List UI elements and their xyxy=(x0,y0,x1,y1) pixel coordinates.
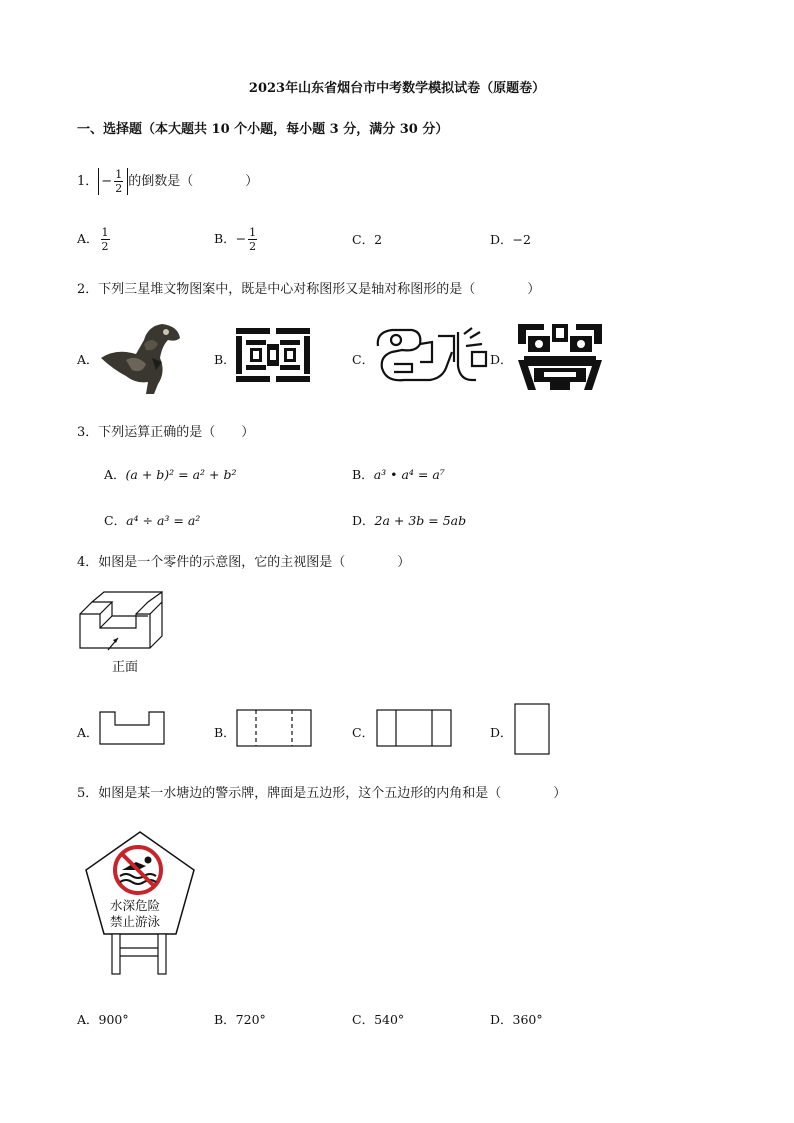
fraction-denominator: 2 xyxy=(101,240,109,253)
q3-option-a[interactable] xyxy=(104,465,237,483)
view-shape-b xyxy=(236,709,312,747)
dragon-pattern-c-image xyxy=(372,322,492,388)
option-expression: a³ • a⁴ = a⁷ xyxy=(373,467,445,482)
q2-option-c-label[interactable]: C． xyxy=(352,352,375,367)
sign-text-line-1: 水深危险 xyxy=(110,898,161,913)
fraction-denominator: 2 xyxy=(249,240,257,253)
q5-option-a[interactable]: A．900° xyxy=(77,1012,129,1027)
fraction-numerator: 1 xyxy=(115,168,123,181)
q4-option-d-label[interactable]: D． xyxy=(490,725,513,740)
view-shape-c xyxy=(376,709,452,747)
symmetric-pattern-b-image xyxy=(234,326,312,384)
option-label: A． xyxy=(104,467,126,482)
option-label: C． xyxy=(104,513,127,528)
q3-option-b[interactable] xyxy=(352,465,445,483)
option-value: −2 xyxy=(512,232,531,247)
q4-option-a-label[interactable]: A． xyxy=(77,725,99,740)
option-label: D． xyxy=(490,232,513,247)
q4-option-b-label[interactable]: B． xyxy=(214,725,236,740)
question-1-number: 1． xyxy=(77,174,99,189)
section-heading: 一、选择题（本大题共 10 个小题，每小题 3 分，满分 30 分） xyxy=(77,122,449,137)
view-shape-d xyxy=(514,703,550,755)
minus-sign: − xyxy=(101,174,113,189)
fraction-numerator: 1 xyxy=(249,226,257,239)
fraction-denominator: 2 xyxy=(115,182,123,195)
option-label: C． xyxy=(352,232,375,247)
front-view-label: 正面 xyxy=(112,660,139,675)
option-expression: a⁴ ÷ a³ = a² xyxy=(126,513,201,528)
option-label: B． xyxy=(214,231,236,246)
sign-text-line-2: 禁止游泳 xyxy=(110,914,161,929)
q2-option-b-label[interactable]: B． xyxy=(214,352,236,367)
fraction xyxy=(114,168,123,195)
option-expression: 2a + 3b = 5ab xyxy=(374,513,467,528)
fraction-numerator: 1 xyxy=(101,226,109,239)
question-1 xyxy=(77,168,258,195)
question-5-text: 5．如图是某一水塘边的警示牌，牌面是五边形，这个五边形的内角和是（ ） xyxy=(77,786,567,801)
view-shape-a xyxy=(99,711,165,745)
option-label: B． xyxy=(352,467,374,482)
part-3d-diagram xyxy=(78,588,170,654)
q3-option-d[interactable] xyxy=(352,511,466,529)
question-1-text: 的倒数是（ ） xyxy=(128,174,259,189)
fraction xyxy=(248,226,257,253)
question-3-text: 3．下列运算正确的是（ ） xyxy=(77,425,255,440)
q1-option-d[interactable] xyxy=(490,230,531,248)
q5-option-b[interactable]: B．720° xyxy=(214,1012,266,1027)
fraction xyxy=(101,226,110,253)
option-label: D． xyxy=(352,513,375,528)
minus-sign: − xyxy=(235,231,247,246)
q2-option-a-label[interactable]: A． xyxy=(77,352,99,367)
page-title: 2023年山东省烟台市中考数学模拟试卷（原题卷） xyxy=(248,81,546,96)
q1-option-c[interactable] xyxy=(352,230,382,248)
q5-option-d[interactable]: D．360° xyxy=(490,1012,543,1027)
option-label: A． xyxy=(77,231,99,246)
option-expression: (a + b)² = a² + b² xyxy=(125,467,237,482)
q1-option-b[interactable] xyxy=(214,226,259,253)
option-value: 2 xyxy=(374,232,383,247)
bird-artifact-image xyxy=(96,318,186,396)
q3-option-c[interactable] xyxy=(104,511,200,529)
q5-option-c[interactable]: C．540° xyxy=(352,1012,405,1027)
q1-option-a[interactable] xyxy=(77,226,112,253)
mask-pattern-d-image xyxy=(514,320,606,392)
question-2-text: 2．下列三星堆文物图案中，既是中心对称图形又是轴对称图形的是（ ） xyxy=(77,282,541,297)
q2-option-d-label[interactable]: D． xyxy=(490,352,513,367)
absolute-value-expression xyxy=(98,168,128,195)
q4-option-c-label[interactable]: C． xyxy=(352,725,375,740)
question-4-text: 4．如图是一个零件的示意图，它的主视图是（ ） xyxy=(77,555,411,570)
